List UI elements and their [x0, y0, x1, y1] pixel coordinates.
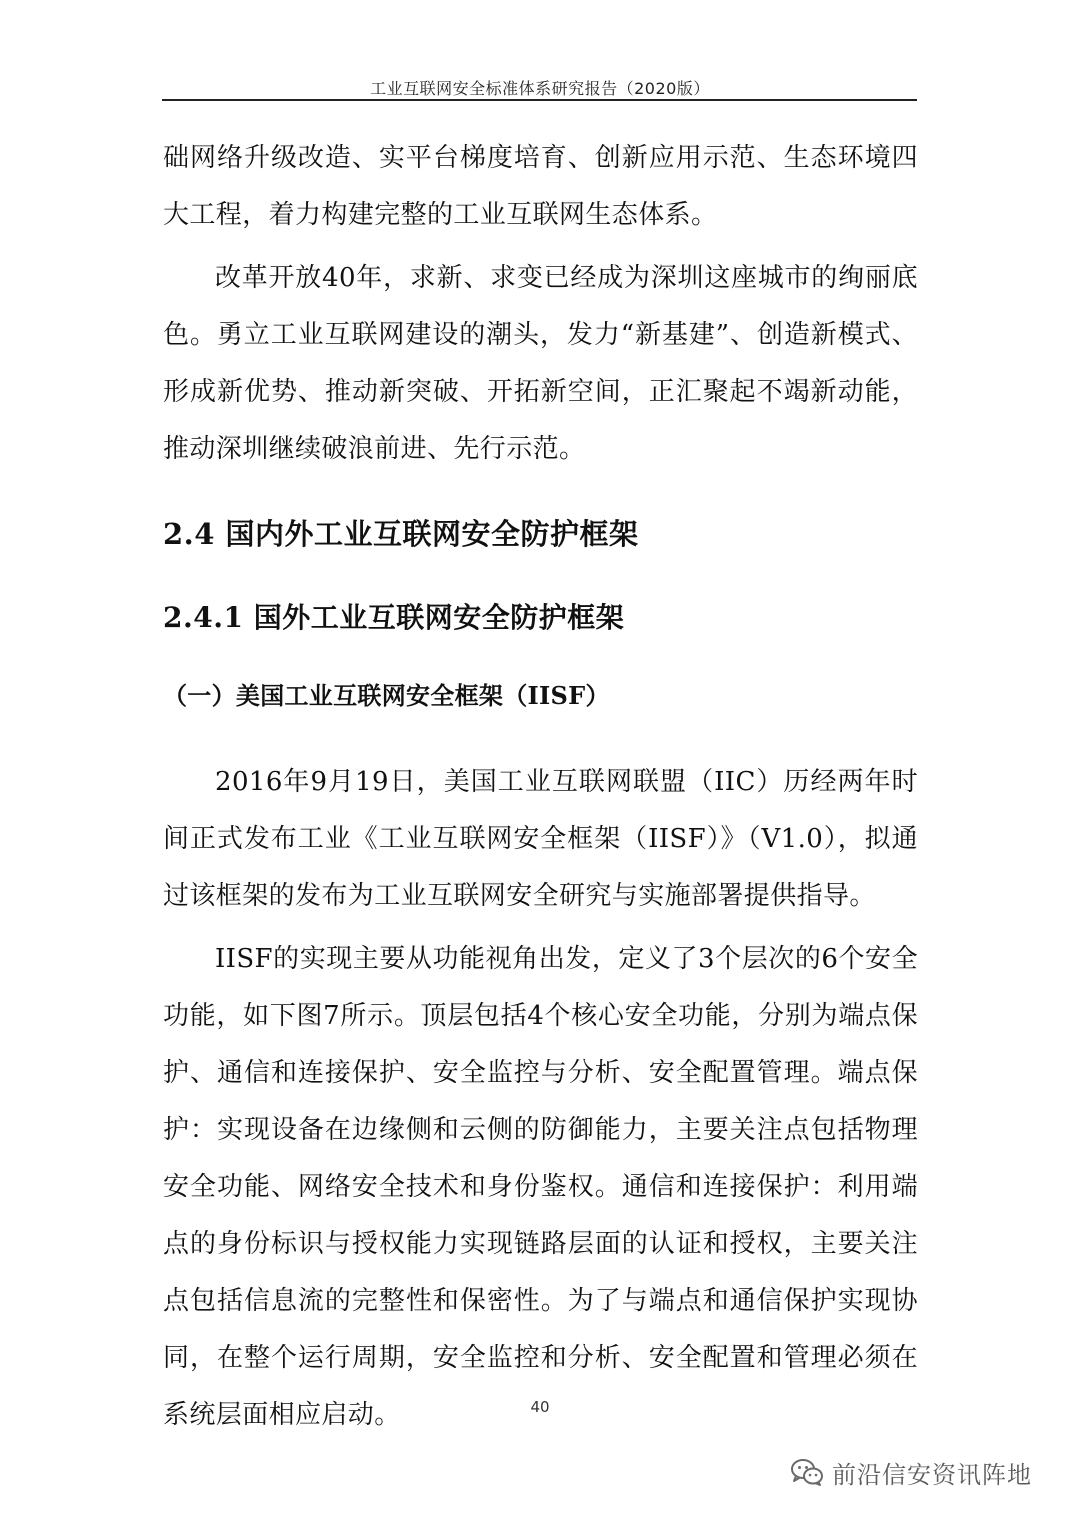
header-divider [162, 99, 917, 101]
page-number: 40 [530, 1398, 550, 1416]
paragraph-2: 改革开放40年，求新、求变已经成为深圳这座城市的绚丽底色。勇立工业互联网建设的潮头，发力“新基建”、创造新模式、形成新优势、推动新突破、开拓新空间，正汇聚起不竭新动能，推动深圳继续破浪前进、先行示范。 [163, 263, 918, 464]
watermark-text: 前沿信安资讯阵地 [832, 1460, 1032, 1489]
watermark [790, 1452, 1032, 1492]
paragraph-3: 2016年9月19日，美国工业互联网联盟（IIC）历经两年时间正式发布工业《工业互联网安全框架（IISF）》（V1.0），拟通过该框架的发布为工业互联网安全研究与实施部署提供指导。 [163, 767, 918, 911]
page-body [163, 130, 918, 1444]
section-heading-2-4-1: 2.4.1 国外工业互联网安全防护框架 [163, 601, 625, 634]
wechat-icon [790, 1457, 824, 1487]
subsection-heading-iisf: （一）美国工业互联网安全框架（IISF） [163, 681, 610, 710]
running-header: 工业互联网安全标准体系研究报告（2020版） [370, 79, 710, 98]
section-heading-2-4: 2.4 国内外工业互联网安全防护框架 [163, 517, 639, 551]
paragraph-4: IISF的实现主要从功能视角出发，定义了3个层次的6个安全功能，如下图7所示。顶层包括4个核心安全功能，分别为端点保护、通信和连接保护、安全监控与分析、安全配置管理。端点保护：实现设备在边缘侧和云侧的防御能力，主要关注点包括物理安全功能、网络安全技术和身份鉴权。通信和连接保护：利用端点的身份标识与授权能力实现链路层面的认证和授权，主要关注点包括信息流的完整性和保密性。为了与端点和通信保护实现协同，在整个运行周期，安全监控和分析、安全配置和管理必须在系统层面相应启动。 [163, 944, 918, 1430]
paragraph-1: 础网络升级改造、实平台梯度培育、创新应用示范、生态环境四大工程，着力构建完整的工业互联网生态体系。 [163, 143, 918, 230]
